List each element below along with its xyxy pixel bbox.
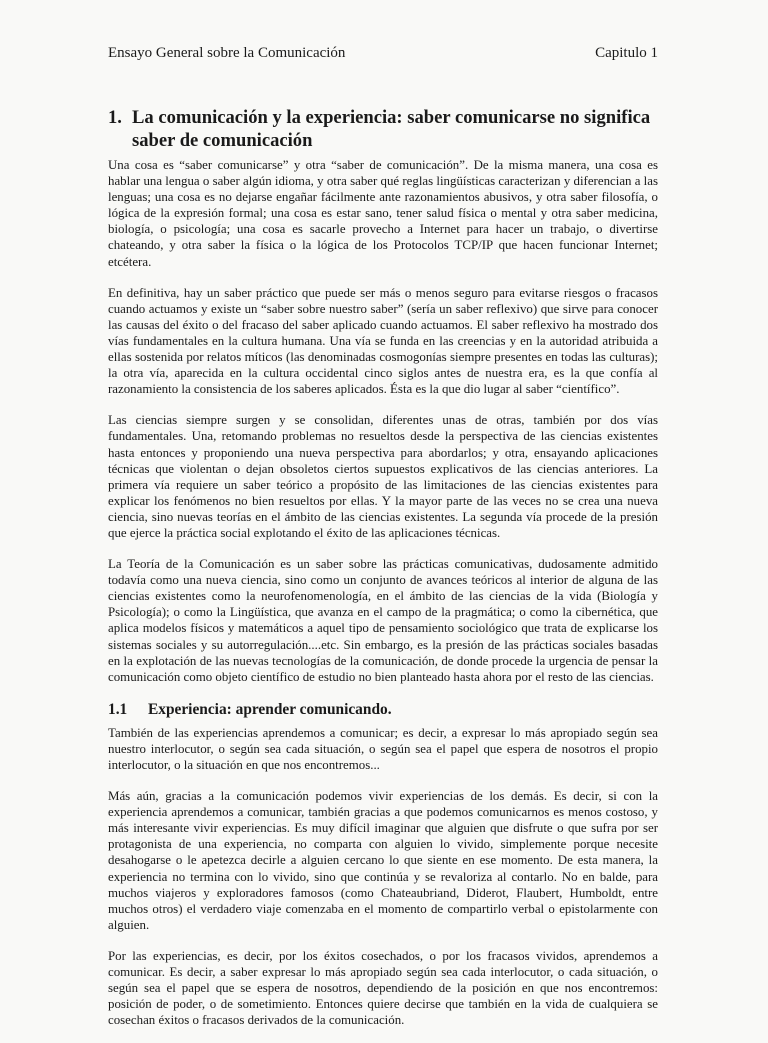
section-heading — [108, 106, 658, 152]
paragraph: Las ciencias siempre surgen y se consolidan, diferentes unas de otras, también por dos vías fundamentales. Una, retomando problemas no resueltos desde la perspectiva de las ciencias existentes hasta entonces y proponiendo una nueva perspectiva para abordarlos; y otra, ensayando aplicaciones técnicas que violentan o dejan obsoletos ciertos supuestos explicativos de las ciencias anteriores. La primera vía requiere un saber teórico a propósito de las limitaciones de las ciencias existentes para explicar los fenómenos no bien resueltos por ellas. Y la mayor parte de las veces no se crea una nueva ciencia, sino nuevas teorías en el ámbito de las ciencias existentes. La segunda vía procede de la presión que ejerce la práctica social explotando el éxito de las aplicaciones técnicas. — [108, 413, 658, 540]
subsection-number: 1.1 — [108, 700, 128, 718]
document-title: Ensayo General sobre la Comunicación — [108, 45, 346, 61]
chapter-label: Capitulo 1 — [595, 45, 658, 61]
paragraph: También de las experiencias aprendemos a comunicar; es decir, a expresar lo más apropiado según sea nuestro interlocutor, o según sea cada situación, o según sea el papel que espera de nosotros el propio interlocutor, o la situación en que nos encontremos... — [108, 725, 658, 772]
paragraph: En definitiva, hay un saber práctico que puede ser más o menos seguro para evitarse riesgos o fracasos cuando actuamos y existe un “saber sobre nuestro saber” (sería un saber reflexivo) que sirve para conocer las causas del éxito o del fracaso del saber aplicado cuando actuamos. El saber reflexivo ha mostrado dos vías fundamentales en la cultura humana. Una vía se funda en las creencias y en la autoridad atribuida a ellas sostenida por relatos míticos (las denominadas cosmogonías siempre presentes en todas las culturas); la otra vía, aparecida en la cultura occidental cinco siglos antes de nuestra era, es la que confía al razonamiento la consistencia de los saberes aplicados. Ésta es la que dio lugar al saber “científico”. — [108, 285, 658, 397]
running-header — [108, 44, 658, 63]
paragraph: Más aún, gracias a la comunicación podemos vivir experiencias de los demás. Es decir, si con la experiencia aprendemos a comunicar, también gracias a que podemos comunicarnos es menos costoso, y más interesante vivir experiencias. Es muy difícil imaginar que alguien que disfrute o que sufra por ser protagonista de una experiencia, no comparta con alguien lo vivido, simplemente porque necesite desahogarse o le apetezca decirle a alguien cercano lo que siente en ese momento. De esta manera, la experiencia no termina con lo vivido, sino que continúa y se revaloriza al contarlo. No en balde, para muchos viajeros y exploradores famosos (como Chateaubriand, Diderot, Flaubert, Humboldt, entre muchos otros) el verdadero viaje comenzaba en el momento de compartirlo verbal o epistolarmente con alguien. — [108, 789, 658, 932]
subsection-title: Experiencia: aprender comunicando. — [148, 700, 392, 718]
section-title: La comunicación y la experiencia: saber comunicarse no significa saber de comunicación — [132, 107, 651, 151]
page-content — [108, 106, 658, 1043]
paragraph: Por las experiencias, es decir, por los éxitos cosechados, o por los fracasos vividos, aprendemos a comunicar. Es decir, a saber expresar lo más apropiado según sea cada interlocutor, o cada situación, o según sea el papel que se espera de nosotros, dependiendo de la posición en que nos encontremos: posición de poder, o de sometimiento. Entonces quiere decirse que también en la vida de cualquiera se cosechan éxitos o fracasos derivados de la comunicación. — [108, 948, 658, 1028]
paragraph: Una cosa es “saber comunicarse” y otra “saber de comunicación”. De la misma manera, una cosa es hablar una lengua o saber algún idioma, y otra saber qué reglas lingüísticas caracterizan y diferencian a las lenguas; una cosa es no dejarse engañar fácilmente ante razonamientos abusivos, y otra saber filosofía, o lógica de la expresión formal; una cosa es estar sano, tener salud física o mental y otra saber medicina, biología, o psicología; una cosa es sacarle provecho a Internet para hacer un trabajo, o divertirse chateando, y otra saber la física o la lógica de los Protocolos TCP/IP que hacen funcionar Internet; etcétera. — [108, 158, 658, 269]
paragraph: La Teoría de la Comunicación es un saber sobre las prácticas comunicativas, dudosamente admitido todavía como una nueva ciencia, sino como un conjunto de avances teóricos al interior de alguna de las ciencias existentes como la neurofenomenología, en el ámbito de las ciencias de la vida (Biología y Psicología); o como la Lingüística, que avanza en el campo de la pragmática; o como la cibernética, que aplica modelos físicos y matemáticos a aquel tipo de pensamiento sociológico que trata de explicarse los sistemas sociales y su autorregulación....etc. Sin embargo, es la presión de las prácticas sociales basadas en la explotación de las nuevas tecnologías de la comunicación, de donde procede la urgencia de pensar la comunicación como objeto científico de estudio no bien planteado hasta ahora por el resto de las ciencias. — [108, 557, 658, 684]
subsection-heading — [108, 700, 658, 720]
section-number: 1. — [108, 107, 122, 128]
